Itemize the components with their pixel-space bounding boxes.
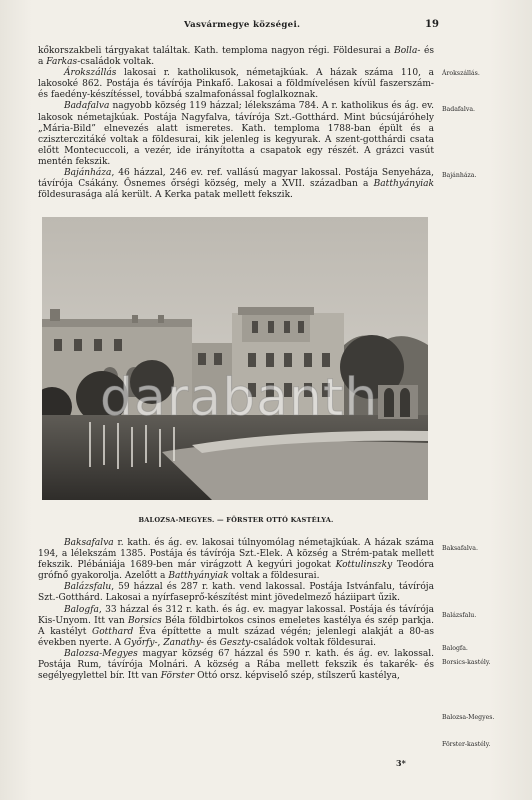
italic-name: Badafalva (64, 101, 110, 112)
margin-note-forster-kastely: Förster-kastély. (442, 741, 491, 748)
text-run: -családok voltak földesurai. (250, 637, 377, 648)
text-run: kőkorszakbeli tárgyakat találtak. Kath. temploma nagyon régi. Földesurai a (38, 46, 395, 56)
text-run: Éva építtette a mult század végén; jelenlegi alakját a 80-as években nyerte. A (38, 626, 434, 648)
paragraph-kokorszak (38, 46, 434, 68)
text-run: magyar község 67 házzal és 590 r. kath. és ág. ev. lakossal. Postája Rum, távírója Molnári. A község a Rába mellett fekszik és takarék- és segélyegylettel bír. Itt van (38, 648, 434, 682)
text-run: -, (154, 637, 164, 648)
text-run: -családok voltak. (77, 57, 155, 68)
text-run: Ottó orsz. képviselő szép, stílszerű kastélya, (194, 671, 400, 682)
paragraph-balogfa (38, 605, 434, 649)
text-run: , 46 házzal, 246 ev. ref. vallású magyar lakossal. Postája Senyeháza, távírója Csákány. Ősnemes őrségi község, mely a XVII. században a (38, 168, 434, 190)
text-run: lakosai r. katholikusok, németajkúak. A házak száma 110, a lakosoké 862. Postája és távírója Pinkafő. Lakosai a földmívelésen kívül faszerszám- és faedény-készítéssel, továbbá szalmafonással foglalkoznak. (38, 68, 434, 101)
margin-note-baksafalva: Baksafalva. (442, 545, 478, 552)
text-run: Teodóra grófnő gyakorolja. Azelőtt a (38, 560, 434, 582)
text-run: r. kath. és ág. ev. lakosai túlnyomólag németajkúak. A házak száma 194, a lélekszám 1385. Postája és távírója Szt.-Elek. A község a Strém-patak mellett fekszik. Plébániája 1689-ben már virágzott A kegyúri jogokat (38, 538, 434, 571)
italic-name: Balázsfalu (64, 582, 112, 593)
margin-note-balogfa: Balogfa. (442, 645, 468, 652)
italic-name: Geszty (219, 637, 251, 648)
italic-name: Kottulinszky (335, 560, 393, 571)
margin-note-badafalva: Badafalva. (442, 106, 475, 113)
running-head: Vasvármegye községei. (184, 20, 301, 30)
italic-name: Bolla (394, 46, 418, 56)
margin-note-arokszallas: Árokszállás. (442, 70, 480, 77)
italic-name: Zanathy (163, 637, 201, 648)
paragraph-balazsfalu (38, 582, 434, 604)
photo-caption: BALOZSA-MEGYES. — FÖRSTER OTTÓ KASTÉLYA. (138, 516, 334, 524)
italic-name: Árokszállás (64, 68, 117, 79)
text-run: nagyobb község 119 házzal; lélekszáma 784. A r. katholikus és ág. ev. lakosok németajkúak. Postája Nagyfalva, távírója Szt.-Gotthárd. Mint búcsújáróhely „Mária-Bild” elnevezés alatt ismeretes. Kath. temploma 1788-ban épült és a cziszterczitáké voltak a földesurai, kik jelenleg is kegyurak. A szent-gotthárdi csata előtt Montecuccoli, a vezér, ide irányította a csapatok egy részét. A grázci vasút mentén fekszik. (38, 101, 434, 167)
balozsa-megyes-castle-photo (42, 217, 428, 500)
italic-name: Förster (160, 671, 195, 682)
paragraph-arokszallas (38, 68, 434, 101)
italic-name: Batthyányiak (373, 179, 434, 190)
italic-name: Farkas (46, 57, 78, 68)
text-run: - és a (38, 46, 434, 68)
text-run: , 59 házzal és 287 r. kath. vend lakossal. Postája Istvánfalu, távírója Szt.-Gotthárd. Lakosai a nyírfaseprő-készítést mint jövedelmező háziipart űzik. (38, 582, 434, 604)
bottom-text-block (38, 538, 434, 682)
margin-note-borsics-kastely: Borsics-kastély. (442, 659, 491, 666)
margin-note-balozsa-megyes: Balozsa-Megyes. (442, 714, 495, 721)
italic-name: Győrfy (123, 637, 155, 648)
italic-name: Baksafalva (64, 538, 114, 548)
page-header (0, 20, 532, 36)
italic-name: Batthyányiak (168, 571, 229, 582)
paragraph-badafalva (38, 101, 434, 168)
text-run: földesurasága alá került. A Kerka patak mellett fekszik. (38, 190, 293, 201)
italic-name: Balozsa-Megyes (64, 648, 138, 659)
text-run: voltak a földesurai. (228, 571, 320, 582)
text-run: , 33 házzal és 312 r. kath. és ág. ev. magyar lakossal. Postája és távírója Kis-Unyom. Itt van (38, 604, 434, 626)
page-number: 19 (425, 19, 439, 30)
italic-name: Borsics (128, 615, 162, 626)
paragraph-balozsa-megyes (38, 649, 434, 682)
castle-photo-drawing (42, 217, 428, 500)
paragraph-bajanhaza (38, 168, 434, 201)
italic-name: Balogfa (64, 604, 99, 615)
paragraph-baksafalva (38, 538, 434, 582)
watermark: darabanth (100, 368, 379, 428)
text-run: Béla földbirtokos csinos emeletes kastélya és szép parkja. A kastélyt (38, 615, 434, 637)
italic-name: Gotthard (92, 626, 134, 637)
text-run: - és (200, 637, 220, 648)
signature-mark: 3* (396, 758, 406, 768)
margin-note-bajanhaza: Bajánháza. (442, 172, 477, 179)
margin-note-balazsfalu: Balázsfalu. (442, 612, 477, 619)
italic-name: Bajánháza (64, 168, 112, 179)
top-text-block (38, 46, 434, 201)
